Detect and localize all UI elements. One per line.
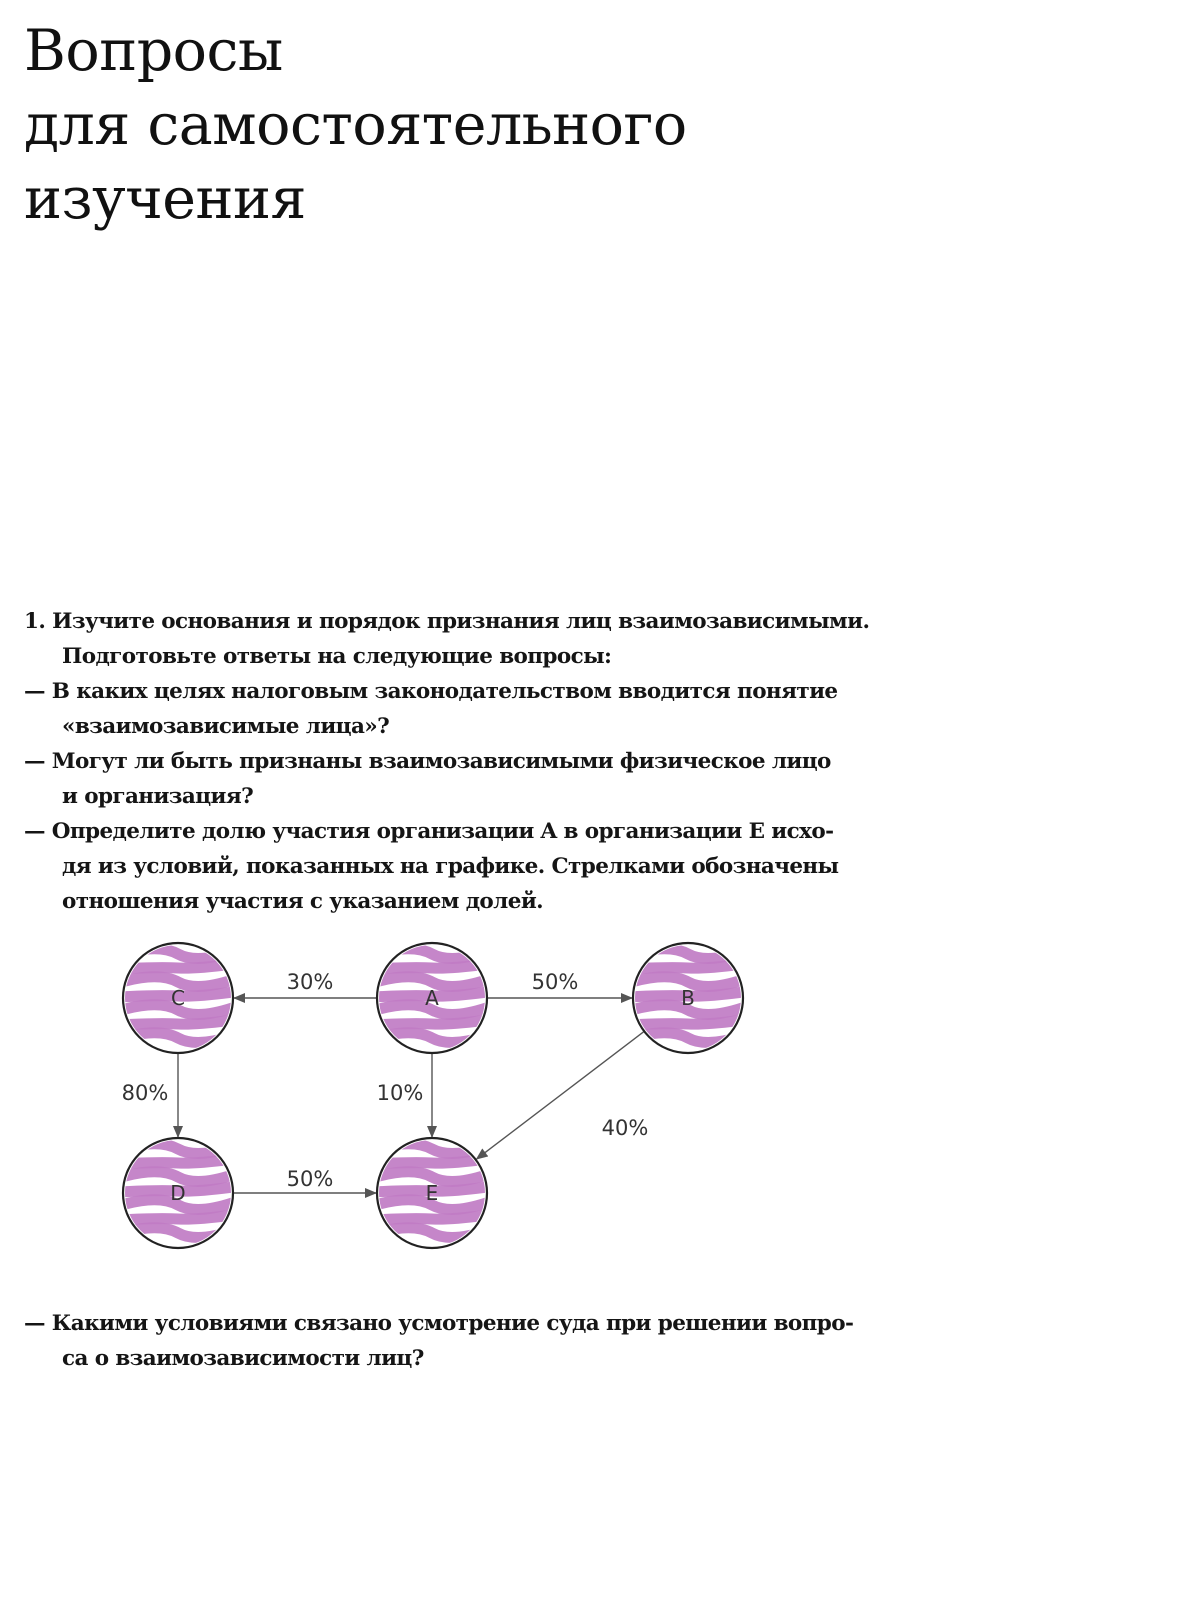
node-c [118, 943, 241, 1053]
question-1-block [24, 604, 870, 919]
node-label-d: D [170, 1181, 186, 1205]
edge-label-d-e: 50% [286, 1167, 334, 1191]
edge-label-b-e: 40% [601, 1116, 649, 1140]
sub-question-line: — Какими условиями связано усмотрение суда при решении вопро- [24, 1311, 854, 1336]
title-line: для самостоятельного [24, 92, 687, 158]
sub-question-line: — В каких целях налоговым законодательством вводится понятие [24, 679, 838, 704]
sub-question-line: и организация? [62, 784, 254, 809]
sub-question-line: «взаимозависимые лица»? [62, 714, 390, 739]
edge-label-c-d: 80% [121, 1081, 169, 1105]
node-d [118, 1138, 241, 1248]
title-line: Вопросы [24, 18, 283, 84]
node-a [372, 943, 495, 1053]
title-line: изучения [24, 166, 306, 232]
edge-label-a-b: 50% [531, 970, 579, 994]
edge-label-a-e: 10% [376, 1081, 424, 1105]
node-label-e: E [425, 1181, 439, 1205]
node-label-a: A [425, 986, 439, 1010]
sub-question-line: — Определите долю участия организации A в организации E исхо- [24, 819, 834, 844]
sub-question-line: отношения участия с указанием долей. [62, 889, 544, 914]
sub-question-line: са о взаимозависимости лиц? [62, 1346, 424, 1371]
node-label-c: C [171, 986, 185, 1010]
ownership-diagram [100, 935, 780, 1265]
node-e [372, 1138, 495, 1248]
question-1-heading: 1. Изучите основания и порядок признания лиц взаимозависимыми. [24, 609, 870, 634]
sub-question-line: — Могут ли быть признаны взаимозависимыми физическое лицо [24, 749, 831, 774]
page-title [24, 14, 687, 236]
question-1-subheading: Подготовьте ответы на следующие вопросы: [62, 644, 612, 669]
question-2-block [24, 1306, 864, 1376]
sub-question-line: дя из условий, показанных на графике. Стрелками обозначены [62, 854, 839, 879]
edge-label-a-c: 30% [286, 970, 334, 994]
node-label-b: B [681, 986, 695, 1010]
node-b [628, 943, 751, 1053]
